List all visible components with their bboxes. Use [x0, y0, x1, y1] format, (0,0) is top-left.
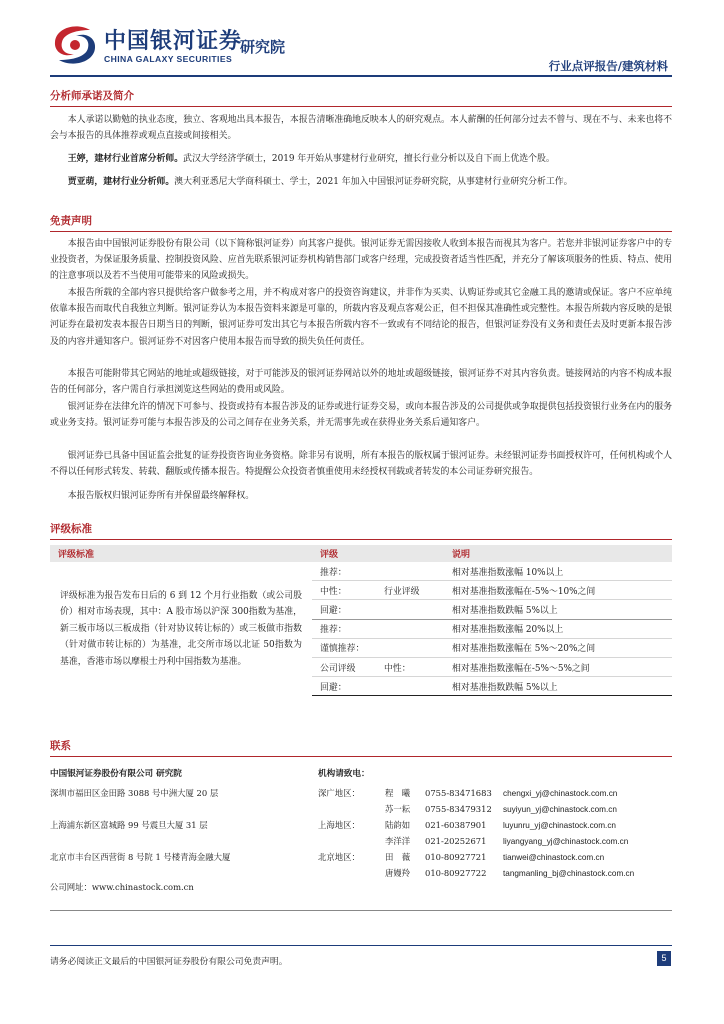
- analyst-name-1: 王婷，建材行业首席分析师。: [67, 154, 184, 164]
- analyst-bio-2: [50, 174, 672, 190]
- rating-cell: 推荐：: [312, 562, 444, 581]
- company-name: 中国银河证券: [104, 29, 243, 54]
- rating-col-standard: 评级标准: [50, 545, 312, 562]
- contact-row: [385, 787, 617, 799]
- rating-desc-cell: 相对基准指数跌幅 5%以上: [444, 600, 672, 619]
- contact-name: 陆韵如: [385, 820, 411, 830]
- research-label: 研究院: [240, 38, 286, 56]
- analyst-name-2: 贾亚萌，建材行业分析师。: [67, 177, 175, 187]
- contact-name: 苏一耘: [385, 804, 411, 814]
- region-label: 上海地区：: [318, 820, 360, 830]
- rating-desc-cell: 相对基准指数涨幅在-5%～10%之间: [444, 581, 672, 600]
- report-type: 行业点评报告/建筑材料: [548, 59, 668, 73]
- contact-row: [385, 867, 634, 879]
- contact-phone: 010-80927722: [425, 868, 487, 878]
- footer-disclaimer: 请务必阅读正文最后的中国银河证券股份有限公司免责声明。: [50, 957, 288, 967]
- rating-heading: 评级标准: [50, 521, 672, 540]
- contact-email[interactable]: liyangyang_yj@chinastock.com.cn: [503, 837, 629, 846]
- address-shenzhen: 深圳市福田区金田路 3088 号中洲大厦 20 层: [50, 788, 219, 798]
- rating-cell: 回避：: [312, 600, 444, 619]
- contact-row: [385, 819, 616, 831]
- contact-name: 程 曦: [385, 788, 411, 798]
- contact-name: 唐嫚羚: [385, 868, 411, 878]
- rating-value: 中性：: [384, 663, 411, 674]
- rating-cell: 推荐：: [312, 619, 444, 638]
- header-divider: [50, 75, 672, 77]
- disclaimer-paragraph: 银河证券在法律允许的情况下可参与、投资或持有本报告涉及的证券或进行证券交易，或向本报告涉及的公司提供或争取提供包括投资银行业务在内的服务或业务支持。银河证券可能与本报告涉及的公司之间存在业务关系，并无需事先或在获得业务关系后通知客户。: [50, 402, 672, 429]
- analyst-desc-2: 澳大利亚悉尼大学商科硕士、学士，2021 年加入中国银河证券研究院，从事建材行业研究分析工作。: [174, 177, 573, 187]
- contact-row: [385, 851, 604, 863]
- disclaimer-paragraph: 本报告由中国银河证券股份有限公司（以下简称银河证券）向其客户提供。银河证券无需因接收人收到本报告而视其为客户。若您并非银河证券客户中的专业投资者，为保证服务质量、控制投资风险、应首先联系银河证券机构销售部门或客户经理，完成投资者适当性匹配，并充分了解该项服务的性质、特点、使用的注意事项以及若不当使用可能带来的风险或损失。: [50, 239, 672, 282]
- rating-cell: [312, 657, 444, 676]
- analyst-desc-1: 武汉大学经济学硕士，2019 年开始从事建材行业研究，擅长行业分析以及自下而上优选个股。: [183, 154, 555, 164]
- rating-desc-cell: 相对基准指数涨幅在 5%～20%之间: [444, 638, 672, 657]
- analyst-bio-1: [50, 151, 672, 167]
- rating-header-row: [50, 545, 672, 562]
- company-logo: [50, 22, 100, 68]
- contact-row: [385, 803, 617, 815]
- rating-desc-cell: 相对基准指数涨幅在-5%～5%之间: [444, 657, 672, 676]
- disclaimer-heading: 免责声明: [50, 213, 672, 232]
- rating-cell: 回避：: [312, 677, 444, 696]
- address-shanghai: 上海浦东新区富城路 99 号震旦大厦 31 层: [50, 820, 208, 830]
- rating-col-description: 说明: [444, 545, 672, 562]
- analyst-intro: 本人承诺以勤勉的执业态度，独立、客观地出具本报告，本报告清晰准确地反映本人的研究观点。本人薪酬的任何部分过去不曾与、现在不与、未来也将不会与本报告的具体推荐或观点直接或间接相关。: [50, 115, 672, 142]
- rating-value: 中性：: [320, 586, 347, 597]
- contact-heading: 联系: [50, 738, 672, 757]
- contact-email[interactable]: chengxi_yj@chinastock.com.cn: [503, 789, 618, 798]
- disclaimer-paragraph: 本报告版权归银河证券所有并保留最终解释权。: [67, 491, 255, 501]
- rating-cell: [312, 581, 444, 600]
- footer-divider: [50, 945, 672, 946]
- rating-group-label: 公司评级: [320, 663, 356, 674]
- rating-col-rating: 评级: [312, 545, 444, 562]
- rating-desc-cell: 相对基准指数涨幅 20%以上: [444, 619, 672, 638]
- contact-company: 中国银河证券股份有限公司 研究院: [50, 769, 182, 779]
- company-name-en: CHINA GALAXY SECURITIES: [104, 54, 233, 64]
- analyst-heading: 分析师承诺及简介: [50, 88, 672, 107]
- contact-email[interactable]: tianwei@chinastock.com.cn: [503, 853, 605, 862]
- page-number: 5: [657, 951, 671, 966]
- region-label: 深广地区：: [318, 788, 360, 798]
- disclaimer-paragraph: 本报告所载的全部内容只提供给客户做参考之用，并不构成对客户的投资咨询建议，并非作为买卖、认购证券或其它金融工具的邀请或保证。客户不应单纯依靠本报告而取代自我独立判断。银河证券认为本报告资料来源是可靠的，所载内容及观点客观公正，但不担保其准确性或完整性。本报告所载内容反映的是银河证券在最初发表本报告日期当日的判断，银河证券可发出其它与本报告所载内容不一致或有不同结论的报告，但银河证券没有义务和责任去及时更新本报告涉及的内容并通知客户。银河证券不对因客户使用本报告而导致的损失负任何责任。: [50, 288, 672, 347]
- address-beijing: 北京市丰台区西营街 8 号院 1 号楼青海金融大厦: [50, 852, 231, 862]
- contact-phone: 010-80927721: [425, 852, 487, 862]
- rating-standard-text: 评级标准为报告发布日后的 6 到 12 个月行业指数（或公司股价）相对市场表现，其中：A 股市场以沪深 300指数为基准，新三板市场以三板成指（针对协议转让标的）或三板做市指数（针对做市转让标的）为基准，北交所市场以北证 50指数为基准，香港市场以摩根士丹利中国指数为基准。: [60, 590, 302, 667]
- region-label: 北京地区：: [318, 852, 360, 862]
- contact-row: [385, 835, 628, 847]
- contact-phone: 0755-83479312: [425, 804, 492, 814]
- rating-cell: 谨慎推荐：: [312, 638, 444, 657]
- contact-name: 田 薇: [385, 852, 411, 862]
- contact-email[interactable]: suyiyun_yj@chinastock.com.cn: [503, 805, 617, 814]
- rating-group-label: 行业评级: [384, 586, 420, 597]
- disclaimer-paragraph: 银河证券已具备中国证监会批复的证券投资咨询业务资格。除非另有说明，所有本报告的版权属于银河证券。未经银河证券书面授权许可，任何机构或个人不得以任何形式转发、转载、翻版或传播本报告。特提醒公众投资者慎重使用未经授权刊载或者转发的本公司证券研究报告。: [50, 451, 672, 478]
- rating-desc-cell: 相对基准指数跌幅 5%以上: [444, 677, 672, 696]
- contact-phone: 021-20252671: [425, 836, 487, 846]
- contact-sales-heading: 机构请致电：: [318, 769, 370, 779]
- contact-phone: 0755-83471683: [425, 788, 492, 798]
- disclaimer-paragraph: 本报告可能附带其它网站的地址或超级链接，对于可能涉及的银河证券网站以外的地址或超级链接，银河证券不对其内容负责。链接网站的内容不构成本报告的任何部分，客户需自行承担浏览这些网站的费用或风险。: [50, 369, 672, 396]
- contact-phone: 021-60387901: [425, 820, 487, 830]
- contact-name: 李洋洋: [385, 836, 411, 846]
- galaxy-logo-icon: [50, 22, 100, 68]
- contact-divider: [50, 910, 672, 911]
- contact-email[interactable]: tangmanling_bj@chinastock.com.cn: [503, 869, 635, 878]
- company-website[interactable]: 公司网址：www.chinastock.com.cn: [50, 882, 194, 892]
- rating-desc-cell: 相对基准指数涨幅 10%以上: [444, 562, 672, 581]
- contact-email[interactable]: luyunru_yj@chinastock.com.cn: [503, 821, 616, 830]
- rating-table: [50, 545, 672, 696]
- table-row: [50, 562, 672, 581]
